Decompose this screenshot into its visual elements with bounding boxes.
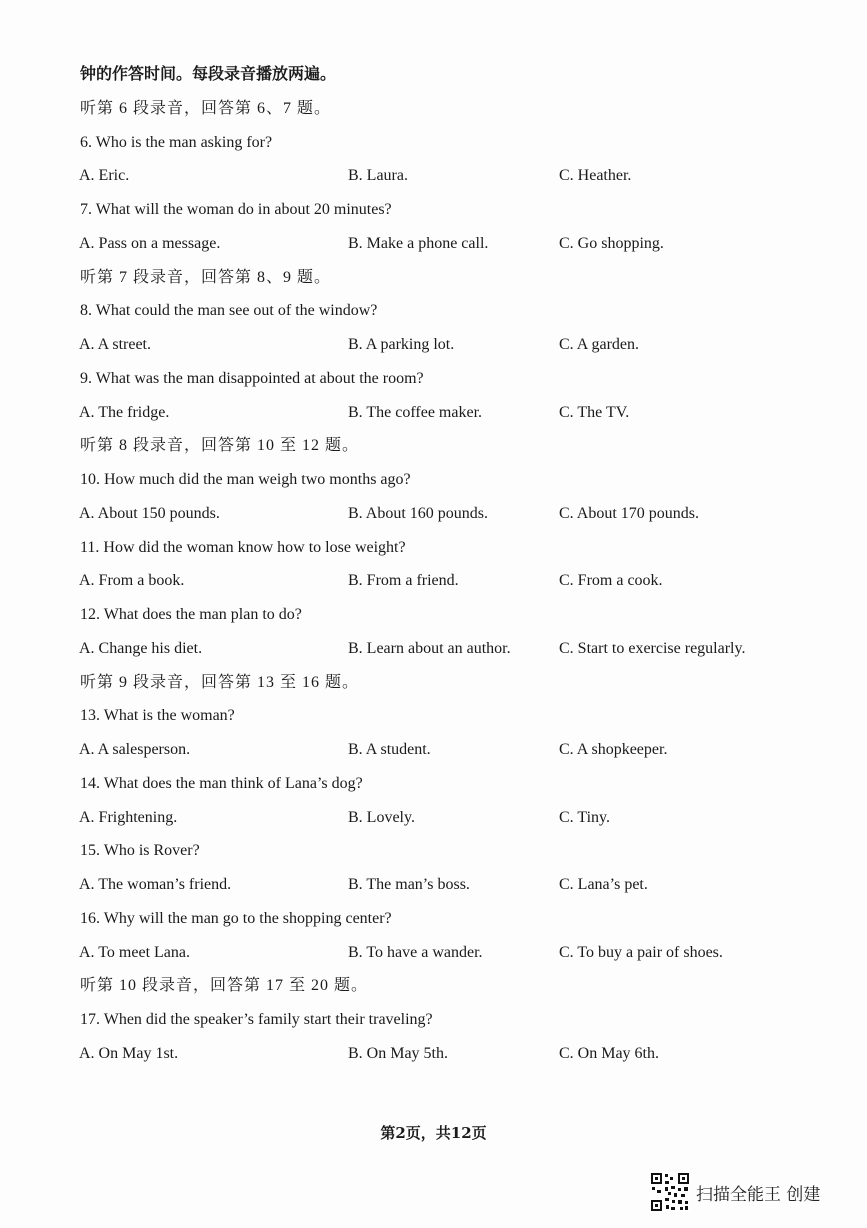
option-b: B. Laura.	[348, 167, 408, 184]
answer-options	[0, 801, 867, 835]
answer-options	[0, 733, 867, 767]
option-a: A. The fridge.	[79, 404, 170, 421]
answer-options	[0, 936, 867, 970]
question-text: 12. What does the man plan to do?	[80, 606, 302, 623]
option-c: C. Start to exercise regularly.	[559, 640, 746, 657]
option-b: B. Lovely.	[348, 809, 415, 826]
question-text-line	[0, 699, 867, 733]
answer-options	[0, 396, 867, 430]
section-heading-line	[0, 261, 867, 295]
question-text-line	[0, 902, 867, 936]
question-text-line	[0, 193, 867, 227]
option-a: A. From a book.	[79, 572, 185, 589]
option-b: B. A parking lot.	[348, 336, 455, 353]
option-a: A. Frightening.	[79, 809, 178, 826]
section-heading-line	[0, 429, 867, 463]
option-a: A. Change his diet.	[79, 640, 203, 657]
qr-code-icon	[650, 1172, 690, 1212]
instruction-text: 钟的作答时间。每段录音播放两遍。	[80, 66, 337, 83]
question-text-line	[0, 362, 867, 396]
scanner-watermark-text: 扫描全能王 创建	[696, 1185, 821, 1205]
section-heading-line	[0, 92, 867, 126]
answer-options	[0, 497, 867, 531]
question-text-line	[0, 294, 867, 328]
answer-options	[0, 1037, 867, 1071]
option-c: C. A shopkeeper.	[559, 741, 668, 758]
option-c: C. Lana’s pet.	[559, 876, 648, 893]
question-text-line	[0, 1003, 867, 1037]
question-text-line	[0, 767, 867, 801]
question-text: 16. Why will the man go to the shopping center?	[80, 910, 392, 927]
question-text: 17. When did the speaker’s family start their traveling?	[80, 1011, 433, 1028]
option-b: B. Make a phone call.	[348, 235, 489, 252]
section-heading: 听第 10 段录音，回答第 17 至 20 题。	[80, 977, 369, 994]
option-a: A. Pass on a message.	[79, 235, 221, 252]
question-text: 14. What does the man think of Lana’s dog?	[80, 775, 363, 792]
option-a: A. The woman’s friend.	[79, 876, 232, 893]
question-text-line	[0, 126, 867, 160]
section-heading: 听第 9 段录音，回答第 13 至 16 题。	[80, 674, 360, 691]
question-text: 7. What will the woman do in about 20 minutes?	[80, 201, 392, 218]
section-heading: 听第 7 段录音，回答第 8、9 题。	[80, 269, 332, 286]
section-heading: 听第 6 段录音，回答第 6、7 题。	[80, 100, 332, 117]
option-a: A. About 150 pounds.	[79, 505, 220, 522]
page-number: 第2页，共12页	[380, 1124, 487, 1142]
question-text: 11. How did the woman know how to lose weight?	[80, 539, 406, 556]
question-text: 15. Who is Rover?	[80, 842, 200, 859]
scanner-watermark	[650, 1172, 860, 1216]
option-b: B. From a friend.	[348, 572, 459, 589]
option-a: A. To meet Lana.	[79, 944, 190, 961]
option-c: C. A garden.	[559, 336, 639, 353]
option-c: C. About 170 pounds.	[559, 505, 700, 522]
answer-options	[0, 564, 867, 598]
question-text: 9. What was the man disappointed at about the room?	[80, 370, 424, 387]
option-a: A. On May 1st.	[79, 1045, 179, 1062]
option-b: B. A student.	[348, 741, 431, 758]
option-c: C. To buy a pair of shoes.	[559, 944, 723, 961]
question-text: 8. What could the man see out of the window?	[80, 302, 378, 319]
option-c: C. On May 6th.	[559, 1045, 659, 1062]
option-b: B. The man’s boss.	[348, 876, 470, 893]
section-heading-line	[0, 666, 867, 700]
question-text-line	[0, 598, 867, 632]
answer-options	[0, 227, 867, 261]
question-text-line	[0, 834, 867, 868]
option-c: C. The TV.	[559, 404, 630, 421]
question-text: 6. Who is the man asking for?	[80, 134, 273, 151]
option-c: C. Tiny.	[559, 809, 610, 826]
answer-options	[0, 632, 867, 666]
question-text: 13. What is the woman?	[80, 707, 235, 724]
section-heading: 听第 8 段录音，回答第 10 至 12 题。	[80, 437, 360, 454]
question-text: 10. How much did the man weigh two months ago?	[80, 471, 411, 488]
instruction-text-line	[0, 58, 867, 92]
option-b: B. The coffee maker.	[348, 404, 483, 421]
option-a: A. Eric.	[79, 167, 130, 184]
option-c: C. Go shopping.	[559, 235, 664, 252]
option-c: C. Heather.	[559, 167, 632, 184]
question-text-line	[0, 463, 867, 497]
option-b: B. To have a wander.	[348, 944, 483, 961]
answer-options	[0, 328, 867, 362]
answer-options	[0, 868, 867, 902]
option-c: C. From a cook.	[559, 572, 663, 589]
answer-options	[0, 159, 867, 193]
question-text-line	[0, 531, 867, 565]
section-heading-line	[0, 969, 867, 1003]
option-b: B. Learn about an author.	[348, 640, 511, 657]
option-b: B. On May 5th.	[348, 1045, 448, 1062]
option-a: A. A street.	[79, 336, 151, 353]
option-a: A. A salesperson.	[79, 741, 191, 758]
option-b: B. About 160 pounds.	[348, 505, 489, 522]
